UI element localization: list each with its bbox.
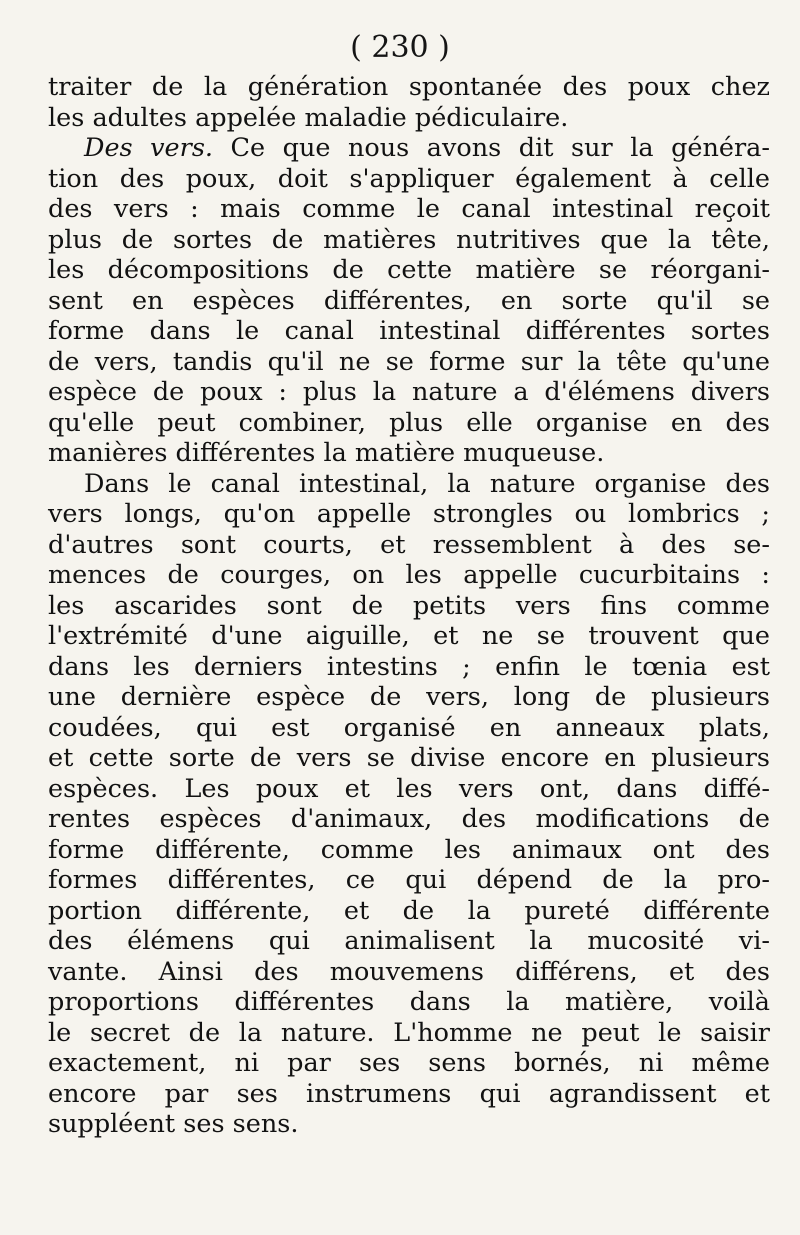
text-line: forme différente, comme les animaux ont des	[48, 834, 770, 865]
text-line: encore par ses instrumens qui agrandissent et	[48, 1078, 770, 1109]
text-line: dans les derniers intestins ; enfin le tœnia est	[48, 651, 770, 682]
text-line: espèce de poux : plus la nature a d'élémens divers	[48, 377, 770, 407]
text-line: mences de courges, on les appelle cucurbitains :	[48, 560, 770, 590]
text-line: suppléent ses sens.	[48, 1109, 299, 1139]
text-line: des vers : mais comme le canal intestinal reçoit	[48, 194, 770, 224]
text-line: d'autres sont courts, et ressemblent à des se-	[48, 529, 770, 560]
section-heading: Des vers.	[84, 133, 214, 163]
text-line: une dernière espèce de vers, long de plusieurs	[48, 682, 770, 712]
text-line: sent en espèces différentes, en sorte qu'il se	[48, 285, 770, 316]
text-line: les ascarides sont de petits vers fins comme	[48, 590, 770, 621]
text-line: de vers, tandis qu'il ne se forme sur la tête qu'une	[48, 346, 770, 377]
text-fragment: Ce que nous avons dit sur la généra-	[230, 133, 771, 163]
text-line: rentes espèces d'animaux, des modifications de	[48, 804, 770, 834]
text-line: tion des poux, doit s'appliquer également à celle	[48, 163, 770, 194]
text-line: coudées, qui est organisé en anneaux plats,	[48, 712, 770, 743]
text-line: vante. Ainsi des mouvemens différens, et des	[48, 956, 770, 987]
text-line: plus de sortes de matières nutritives que la tête,	[48, 224, 770, 255]
text-line: proportions différentes dans la matière, voilà	[48, 987, 770, 1017]
text-line: exactement, ni par ses sens bornés, ni même	[48, 1048, 770, 1078]
text-line-with-heading	[48, 133, 770, 164]
page-number: ( 230 )	[350, 30, 450, 65]
text-line: portion différente, et de la pureté différente	[48, 895, 770, 926]
text-line: forme dans le canal intestinal différentes sortes	[48, 316, 770, 346]
text-line: les adultes appelée maladie pédiculaire.	[48, 102, 569, 133]
text-line: les décompositions de cette matière se réorgani-	[48, 255, 770, 285]
text-line: et cette sorte de vers se divise encore en plusieurs	[48, 743, 770, 773]
text-line: le secret de la nature. L'homme ne peut le saisir	[48, 1017, 770, 1048]
body-text	[48, 72, 770, 1140]
text-line: espèces. Les poux et les vers ont, dans diffé-	[48, 773, 770, 804]
text-line: qu'elle peut combiner, plus elle organise en des	[48, 407, 770, 438]
text-line: des élémens qui animalisent la mucosité vi-	[48, 926, 770, 956]
text-line: traiter de la génération spontanée des poux chez	[48, 72, 770, 102]
text-line: Dans le canal intestinal, la nature organise des	[84, 468, 770, 499]
text-line: l'extrémité d'une aiguille, et ne se trouvent que	[48, 621, 770, 651]
text-line: formes différentes, ce qui dépend de la pro-	[48, 865, 770, 895]
text-line: vers longs, qu'on appelle strongles ou lombrics ;	[48, 499, 770, 529]
text-line: manières différentes la matière muqueuse.	[48, 438, 605, 468]
